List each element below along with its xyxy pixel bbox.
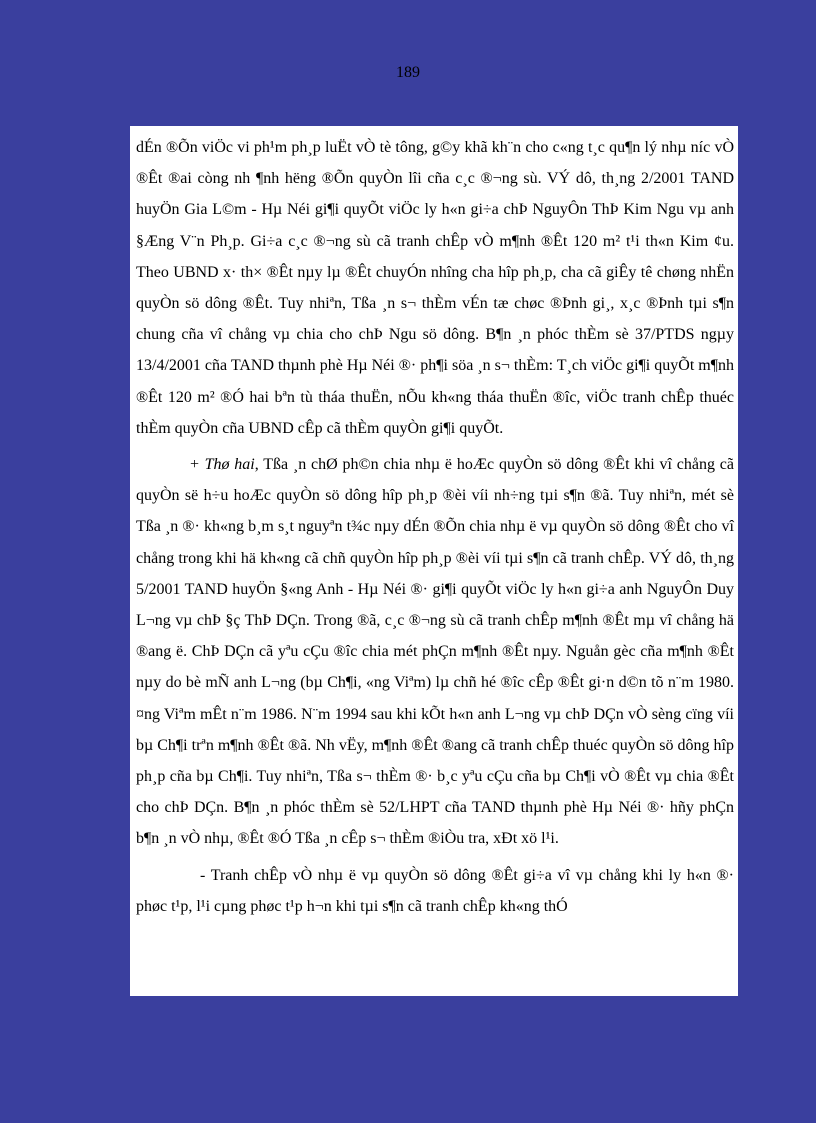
- paragraph-1: dÉn ®Õn viÖc vi ph¹m ph¸p luËt vÒ tè tông, g©y khã kh¨n cho c«ng t¸c qu¶n lý nhµ níc vÒ ®Êt ®ai còng nh ¶nh hëng ®Õn quyÒn lîi cña c¸c ®¬ng sù. VÝ dô, th¸ng 2/2001 TAND huyÖn Gia L©m - Hµ Néi gi¶i quyÕt viÖc ly h«n gi÷a chÞ NguyÔn ThÞ Kim Ngu vµ anh §Æng V¨n Ph¸p. Gi÷a c¸c ®¬ng sù cã tranh chÊp vÒ m¶nh ®Êt 120 m² t¹i th«n Kim ¢u. Theo UBND x· th× ®Êt nµy lµ ®Êt chuyÓn nhîng cha hîp ph¸p, cha cã giÊy tê chøng nhËn quyÒn sö dông ®Êt. Tuy nhiªn, Tßa ¸n s¬ thÈm vÉn tæ chøc ®Þnh gi¸, x¸c ®Þnh tµi s¶n chung cña vî chång vµ chia cho chÞ Ngu sö dông. B¶n ¸n phóc thÈm sè 37/PTDS ngµy 13/4/2001 cña TAND thµnh phè Hµ Néi ®· ph¶i söa ¸n s¬ thÈm: T¸ch viÖc gi¶i quyÕt m¶nh ®Êt 120 m² ®Ó hai bªn tù tháa thuËn, nÕu kh«ng tháa thuËn ®îc, viÖc tranh chÊp thuéc thÈm quyÒn cña UBND cÊp cã thÈm quyÒn gi¶i quyÕt.: [136, 139, 734, 437]
- paragraph-2-body: , Tßa ¸n chØ ph©n chia nhµ ë hoÆc quyÒn sö dông ®Êt khi vî chång cã quyÒn së h÷u hoÆc quyÒn sö dông hîp ph¸p ®èi víi nh÷ng tµi s¶n ®ã. Tuy nhiªn, mét sè Tßa ¸n ®· kh«ng b¸m s¸t nguyªn t¾c nµy dÉn ®Õn chia nhµ ë vµ quyÒn sö dông ®Êt cho vî chång trong khi hä kh«ng cã chñ quyÒn hîp ph¸p ®èi víi tµi s¶n cã tranh chÊp. VÝ dô, th¸ng 5/2001 TAND huyÖn §«ng Anh - Hµ Néi ®· gi¶i quyÕt viÖc ly h«n gi÷a anh NguyÔn Duy L¬ng vµ chÞ §ç ThÞ DÇn. Trong ®ã, c¸c ®¬ng sù cã tranh chÊp m¶nh ®Êt mµ vî chång hä ®ang ë. ChÞ DÇn cã yªu cÇu ®îc chia mét phÇn m¶nh ®Êt nµy. Nguån gèc cña m¶nh ®Êt nµy do bè mÑ anh L¬ng (bµ Ch¶i, «ng Viªm) lµ chñ hé ®îc cÊp ®Êt gi·n d©n tõ n¨m 1980. ¤ng Viªm mÊt n¨m 1986. N¨m 1994 sau khi kÕt h«n anh L¬ng vµ chÞ DÇn vÒ sèng cïng víi bµ Ch¶i trªn m¶nh ®Êt ®ã. Nh vËy, m¶nh ®Êt ®ang cã tranh chÊp thuéc quyÒn sö dông hîp ph¸p cña bµ Ch¶i. Tuy nhiªn, Tßa s¬ thÈm ®· b¸c yªu cÇu cña bµ Ch¶i vÒ ®Êt vµ chia ®Êt cho chÞ DÇn. B¶n ¸n phóc thÈm sè 52/LHPT cña TAND thµnh phè Hµ Néi ®· hñy phÇn b¶n ¸n vÒ nhµ, ®Êt ®Ó Tßa ¸n cÊp s¬ thÈm ®iÒu tra, xÐt xö l¹i.: [136, 456, 735, 848]
- paragraph-2-lead: + Thø hai: [189, 456, 255, 474]
- document-text-panel: [130, 126, 738, 996]
- paragraph-3: - Tranh chÊp vÒ nhµ ë vµ quyÒn sö dông ®Êt gi÷a vî vµ chång khi ly h«n ®· phøc t¹p, l¹i cµng phøc t¹p h¬n khi tµi s¶n cã tranh chÊp kh«ng thÓ: [136, 866, 734, 915]
- paragraph-2: [136, 449, 734, 855]
- page-number: 189: [396, 64, 420, 81]
